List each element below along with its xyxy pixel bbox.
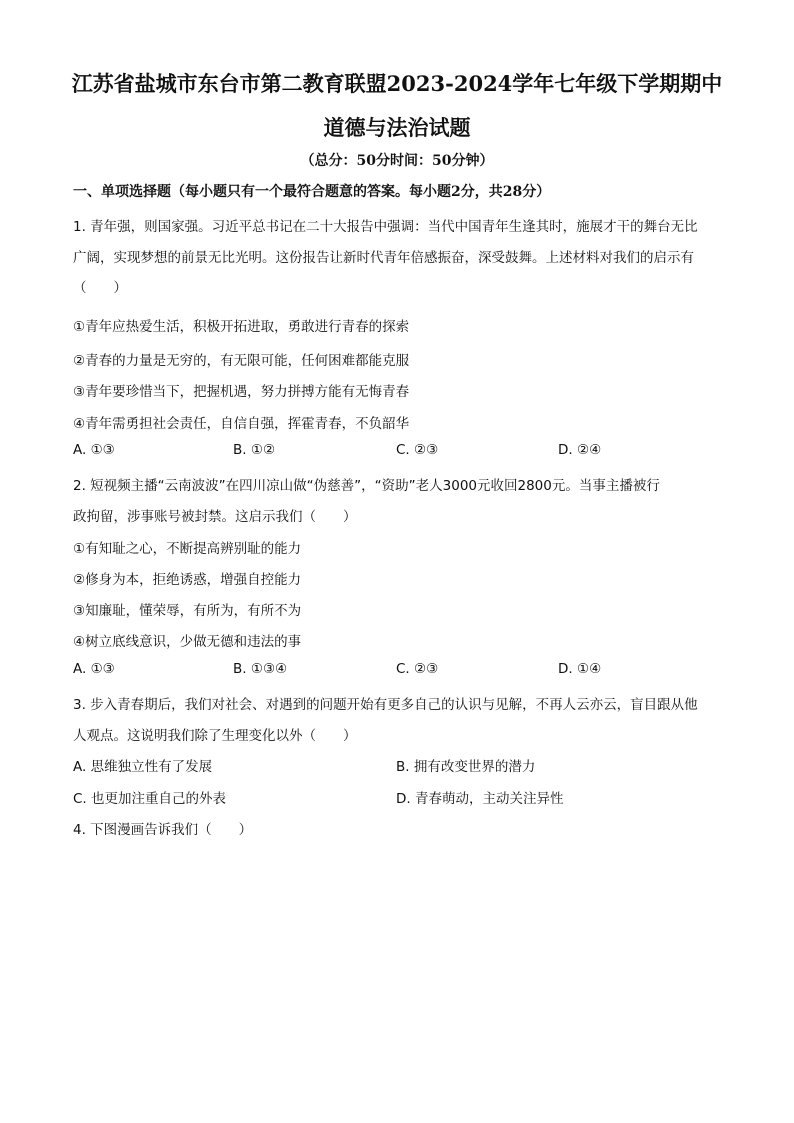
q2-item3: ③知廉耻，懂荣辱，有所为，有所不为 — [73, 603, 302, 619]
q1-item2: ②青春的力量是无穷的，有无限可能，任何困难都能克服 — [73, 353, 410, 369]
q1-stem-line2: 广阔，实现梦想的前景无比光明。这份报告让新时代青年倍感振奋，深受鼓舞。上述材料对我们的启示有 — [73, 250, 694, 266]
q1-option-c: C. ②③ — [396, 442, 439, 458]
exam-subtitle: （总分：50分时间：50分钟） — [300, 153, 494, 169]
q1-stem-line1: 1. 青年强，则国家强。习近平总书记在二十大报告中强调：当代中国青年生逢其时，施展才干的舞台无比 — [73, 219, 698, 235]
exam-title-line1: 江苏省盐城市东台市第二教育联盟2023-2024学年七年级下学期期中 — [71, 71, 723, 96]
q2-stem-line1: 2. 短视频主播“云南波波”在四川凉山做“伪慈善”，“资助”老人3000元收回2800元。当事主播被行 — [73, 478, 660, 494]
q1-stem-line3: （ ） — [73, 280, 127, 296]
q2-item2: ②修身为本，拒绝诱惑，增强自控能力 — [73, 572, 302, 588]
q3-option-c: C. 也更加注重自己的外表 — [73, 791, 227, 807]
q3-stem-line2: 人观点。这说明我们除了生理变化以外（ ） — [73, 728, 357, 744]
q2-option-a: A. ①③ — [73, 661, 115, 677]
q2-option-b: B. ①③④ — [233, 661, 288, 677]
section-heading: 一、单项选择题（每小题只有一个最符合题意的答案。每小题2分，共28分） — [73, 184, 551, 200]
q1-option-a: A. ①③ — [73, 442, 115, 458]
q1-item3: ③青年要珍惜当下，把握机遇，努力拼搏方能有无悔青春 — [73, 384, 410, 400]
q3-option-d: D. 青春萌动，主动关注异性 — [396, 791, 564, 807]
q2-item4: ④树立底线意识，少做无德和违法的事 — [73, 634, 302, 650]
q2-option-c: C. ②③ — [396, 661, 439, 677]
q1-option-d: D. ②④ — [558, 442, 602, 458]
q2-item1: ①有知耻之心，不断提高辨别耻的能力 — [73, 541, 302, 557]
q2-stem-line2: 政拘留，涉事账号被封禁。这启示我们（ ） — [73, 509, 357, 525]
q3-option-b: B. 拥有改变世界的潜力 — [396, 759, 536, 775]
q3-stem-line1: 3. 步入青春期后，我们对社会、对遇到的问题开始有更多自己的认识与见解，不再人云亦云，盲目跟从他 — [73, 697, 698, 713]
q4-stem-line1: 4. 下图漫画告诉我们（ ） — [73, 822, 253, 838]
q1-option-b: B. ①② — [233, 442, 276, 458]
q3-option-a: A. 思维独立性有了发展 — [73, 759, 213, 775]
q1-item1: ①青年应热爱生活，积极开拓进取，勇敢进行青春的探索 — [73, 319, 410, 335]
exam-title-line2: 道德与法治试题 — [323, 115, 471, 140]
q2-option-d: D. ①④ — [558, 661, 602, 677]
q1-item4: ④青年需勇担社会责任，自信自强，挥霍青春，不负韶华 — [73, 416, 410, 432]
